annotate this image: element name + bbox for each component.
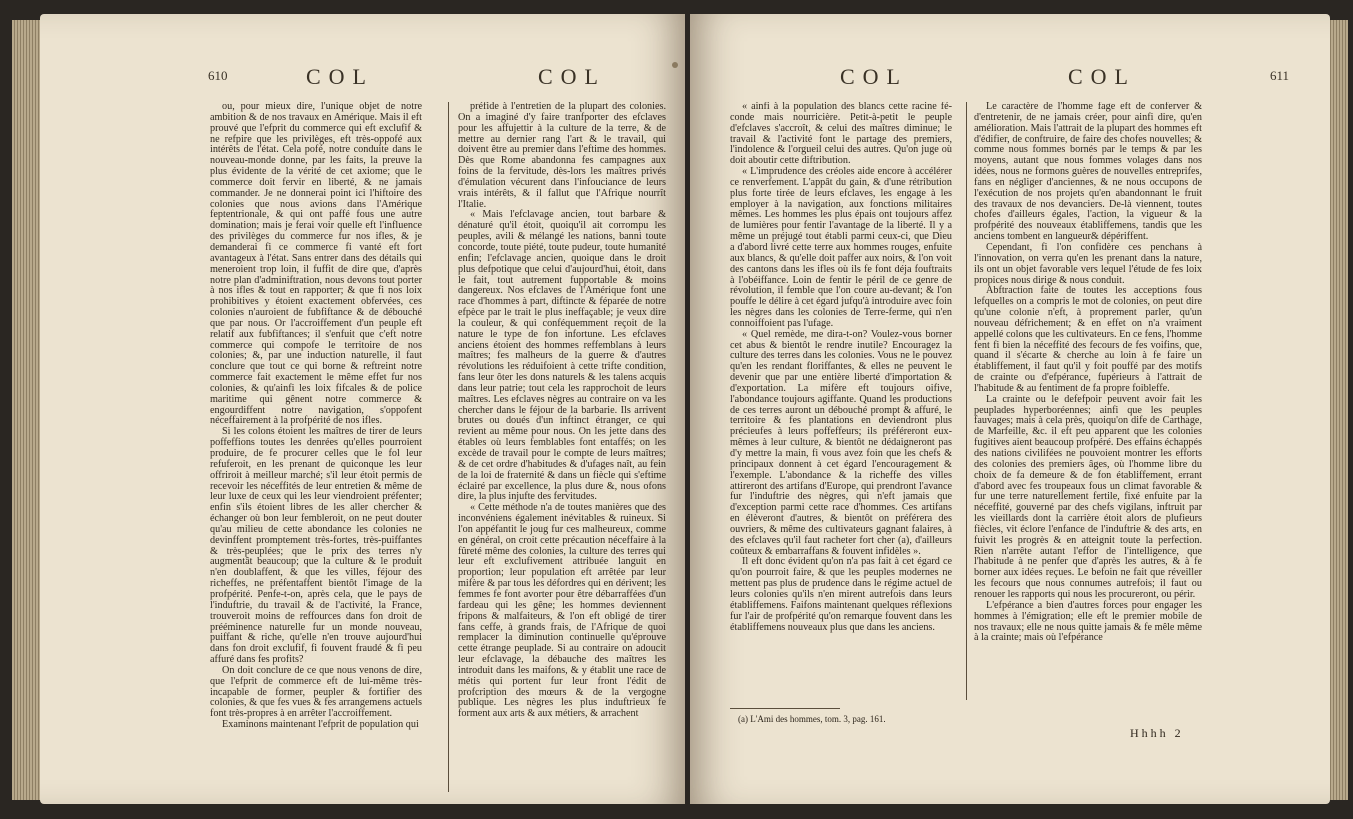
paragraph: « Quel remède, me dira-t-on? Voulez-vous borner cet abus & bientôt le rendre inutile? Encouragez la culture des terres dans les colonies. Vous ne le pouvez qu'en les rendant floriffantes, & elles ne peuvent le devenir que par une entière liberté d'importation & d'exportation. La mifère eft toujours oifive, l'abondance toujours agiffante. Quand les productions de ces terres auront un débouché prompt & affuré, le territoire & fes plantations en deviendront plus précieufes à leurs poffeffeurs; ils préféreront eux-mêmes à leur culture, & bientôt ne dédaigneront pas d'y mettre la main, fi vous avez foin que les chefs & principaux donnent à cet égard l'encouragement & l'exemple. L'abondance & la richeffe des villes attireront des artifans d'Europe, qui prendront l'avance fur l'induftrie des nègres, qui n'eft jamais que d'exception parmi cette race d'hommes. Ces artifans en élèveront d'autres, & bientôt on préférera des ouvriers, & même des cultivateurs gagnant falaires, à des efclaves qu'il faut racheter fort cher (a), d'ailleurs coûteux & embarraffans & fouvent infidèles ». (730, 328, 952, 557)
binding-mark (672, 62, 678, 68)
running-header-left: COL (306, 64, 374, 89)
paragraph: Examinons maintenant l'efprit de population qui (222, 719, 419, 731)
running-header-right: COL (1068, 64, 1136, 89)
running-header-left: COL (840, 64, 908, 89)
column-divider (448, 102, 449, 792)
paragraph: « Mais l'efclavage ancien, tout barbare & dénaturé qu'il étoit, quoiqu'il ait corrompu les peuples, avili & mélangé les nations, banni toute concorde, toute piété, toute pudeur, toute humanité enfin; l'efclavage ancien, quoique dans le droit plus defpotique que celui d'aujourd'hui, étoit, dans le fait, tout autrement fupportable & moins dangereux. Nos efclaves de l'Amérique font une race d'hommes à part, diftincte & féparée de notre efpèce par le trait le plus ineffaçable; je veux dire la couleur, & qui conféquemment reçoit de la nature le type de fon infortune. Les efclaves anciens étoient des hommes reffemblans à leurs maîtres; fes malheurs de la guerre & d'autres révolutions les réduifoient à cette trifte condition, fans leur ôter les dons naturels & les talens acquis dans leur patrie; tout cela les rapprochoit de leurs maîtres. Les efclaves nègres au contraire on va les chercher dans le féjour de la barbarie. Ils arrivent brutes ou doués d'un inftinct étranger, ce qui revient au même pour nous. On les jette dans des étables où leurs femblables font entaffés; on les excède de travail pour le compte de leurs maîtres; & de cet ordre d'habitudes & d'ufages naît, au fein de la loi de fraternité & dans un fiècle qui s'eftime éclairé par excellence, la plus dure &, nous ofons dire, la plus injufte des fervitudes. (458, 209, 666, 503)
page-edges-right (1328, 20, 1348, 800)
paragraph: ou, pour mieux dire, l'unique objet de notre ambition & de nos travaux en Amérique. Mais il eft prouvé que l'efprit du commerce qui eft exclufif & ne refpire que les privilèges, eft très-oppofé aux intérêts de l'état. Cela pofé, notre conduite dans le nouveau-monde donne, par les faits, la preuve la plus évidente de la vérité de cet axiome; que le commerce doit fervir en liberté, & ne jamais commander. Je ne donnerai point ici l'hiftoire des colonies que nous avions dans l'Amérique feptentrionale, & qui ont paffé fous une autre domination; mais je ferai voir quelle eft l'influence des privilèges du commerce fur nos ifles, & je demanderai fi ce commerce fi vanté eft fort avantageux à l'état. Sans entrer dans des détails qui meneroient trop loin, il fuffit de dire que, d'après notre plan d'adminiftration, nous devons tout porter à nos ifles & tout en rapporter; & que fi nos loix prohibitives y étoient exactement obfervées, ces colonies n'auroient de fubfiftance & de débouché que par nous. Or l'accroiffement d'un peuple eft relatif aux fubfiftances; il s'enfuit que c'eft notre commerce qui compofe le territoire de nos colonies; &, par une induction naturelle, il faut conclure que tout ce qui borne & reftreint notre commerce fait exactement le même effet fur nos colonies, & qu'ainfi les loix fifcales & de police maritime qui gênent notre commerce & engourdiffent notre navigation, s'oppofent néceffairement à la profpérité de nos ifles. (210, 102, 422, 427)
paragraph: Il eft donc évident qu'on n'a pas fait à cet égard ce qu'on pourroit faire, & que les peuples modernes ne mettent pas plus de prudence dans le régime actuel de leurs colonies qu'ils n'en mirent autrefois dans leurs établiffemens. Faifons maintenant quelques réflexions fur l'air de profpérité qu'on remarque fouvent dans les établiffemens nouveaux plus que dans les anciens. (730, 556, 952, 633)
right-page (690, 14, 1330, 804)
paragraph: Le caractère de l'homme fage eft de conferver & d'entretenir, de ne jamais créer, pour ainfi dire, qu'en amélioration. Mais l'attrait de la plupart des hommes eft d'édifier, de conftruire, de faire des chofes nouvelles; & comme nous fommes bornés par le temps & par les moyens, autant que nous fommes volages dans nos idées, nous ne formons guères de nouvelles entreprifes, fans en négliger d'anciennes, & ne nous occupons de l'exécution de nos projets qu'en abandonnant le fruit des travaux de nos devanciers. De-là viennent, toutes chofes d'ailleurs égales, l'action, la vigueur & la profpérité des nouveaux établiffemens, tandis que les anciens tombent en langueur& dépériffent. (974, 102, 1202, 243)
footnote-rule (730, 708, 840, 709)
page-number: 611 (1270, 68, 1290, 83)
paragraph: Si les colons étoient les maîtres de tirer de leurs poffeffions toutes les denrées qu'elles pourroient produire, de fe procurer celles que le fol leur refuferoit, en les prenant de quiconque les leur offriroit à meilleur marché; s'il leur étoit permis de recevoir les néceffités de leur entretien & même de leur luxe de ceux qui les leur viendroient préfenter; enfin s'ils étoient libres de les aller chercher & échanger où bon leur fembleroit, on ne peut douter qu'au milieu de cette abondance les colonies ne devinffent promptement très-fortes, très-puiffantes & très-peuplées; que le prix des terres n'y augmentât beaucoup; que la culture & le produit n'en doublaffent, & que les villes, féjour des richeffes, ne préfentaffent bientôt l'image de la profpérité. Penfe-t-on, après cela, que le pays de l'induftrie, du travail & de l'activité, la France, trouveroit moins de reffources dans fon droit de prééminence naturelle fur un monde nouveau, puiffant & riche, qu'elle n'en trouve aujourd'hui dans fon droit exclufif, fi fouvent fraudé & fi peu affuré dans fes profits? (210, 426, 422, 666)
text-column-1 (210, 102, 422, 792)
running-header-right: COL (538, 64, 606, 89)
paragraph: « L'imprudence des créoles aide encore à accélérer ce renverfement. L'appât du gain, & d'une rétribution plus forte tirée de leurs efclaves, les engage à les employer à la navigation, aux fonctions militaires mêmes. Les hommes les plus épais ont toujours affez de lumières pour fentir l'avantage de la liberté. Il y a même un préjugé tout établi parmi ceux-ci, que Dieu a d'abord livré cette terre aux hommes rouges, enfuite aux blancs, & qu'elle doit paffer aux noirs, & l'on voit des cantons dans les ifles où ils fe font déja fouftraits à l'obéiffance. Loin de fentir le péril de ce genre de révolution, il femble que l'on coure au-devant; & l'on pouffe le délire à cet égard jufqu'à introduire avec foin les nègres dans les colonies de Terre-ferme, qui n'en connoiffoient pas l'ufage. (730, 166, 952, 329)
paragraph: Cependant, fi l'on confidère ces penchans à l'innovation, on verra qu'en les prenant dans la nature, ils ont un objet favorable vers lequel l'étude de fes loix propices nous dirige & nous conduit. (974, 241, 1202, 286)
signature-mark: Hhhh 2 (1130, 726, 1184, 740)
footnote: (a) L'Ami des hommes, tom. 3, pag. 161. (738, 714, 886, 724)
text-column-2 (974, 102, 1202, 700)
paragraph: « ainfi à la population des blancs cette racine fé-conde mais nourricière. Petit-à-petit le peuple d'efclaves s'accroît, & celui des maîtres diminue; le travail & l'activité font le partage des premiers, l'indolence & l'orgueil celui des autres. Qu'on juge où doit aboutir cette diftribution. (730, 102, 952, 167)
column-divider (966, 102, 967, 700)
paragraph: Abftraction faite de toutes les acceptions fous lefquelles on a compris le mot de colonies, on peut dire qu'une colonie n'eft, à proprement parler, qu'un nouveau défrichement; & en effet on n'a vraiment appellé colons que les cultivateurs. En ce fens, l'homme fent fi bien la néceffité des fecours de fes voifins, que, quand il s'écarte & cherche au loin à fe faire un établiffement, il faut qu'il y foit pouffé par des motifs de crainte ou d'efpérance, fupérieurs à l'attrait de l'habitude & au fentiment de fa propre foibleffe. (974, 285, 1202, 394)
paragraph: La crainte ou le defefpoir peuvent avoir fait les peuplades hyperboréennes; ainfi que les peuples fauvages; mais à cela près, quoiqu'on dife de Carthage, de Marfeille, &c. il eft peu apparent que les colonies fugitives aient beaucoup profpéré. Des effains échappés des nations civilifées ne pouvoient montrer les efforts des colonies des premiers âges, où l'homme libre du choix de fa demeure & de fon établiffement, errant d'abord avec fes troupeaux fous un climat favorable & fur une terre naturellement fertile, fixé enfuite par la néceffité, gouverné par des chefs vigilans, inftruit par les vieillards dont la carrière étoit alors de plufieurs fiècles, vit éclore l'enfance de l'induftrie & des arts, en fuivit les progrès & en atteignit toute la perfection. Rien n'arrête autant l'effor de l'intelligence, que l'habitude à ne penfer que d'après les autres, & à fe borner aux idées reçues. Le befoin ne fait que réveiller les fecours que nous connumes autrefois; il faut ou renouer les rapports qui nous les procureront, ou périr. (974, 393, 1202, 600)
paragraph: On doit conclure de ce que nous venons de dire, que l'efprit de commerce eft de lui-même très-incapable de former, peupler & fortifier des colonies, & que fes vues & fes arrangemens actuels font très-propres à en arrêter l'accroiffement. (210, 664, 422, 720)
left-page (40, 14, 685, 804)
page-edges-left (12, 20, 42, 800)
paragraph: préfide à l'entretien de la plupart des colonies. On a imaginé d'y faire tranfporter des efclaves pour les affujettir à la culture de la terre, & de mettre au dernier rang l'art & le travail, qui doivent être au premier dans l'eftime des hommes. Dès que Rome abandonna fes campagnes aux foins de la fervitude, dès-lors les maîtres privés d'émulation vécurent dans l'infouciance de leurs vrais intérêts, & il fallut que l'Afrique nourrît l'Italie. (458, 102, 666, 210)
paragraph: « Cette méthode n'a de toutes manières que des inconvéniens également inévitables & ruineux. Si l'on appéfantit le joug fur ces malheureux, comme en général, on croit cette précaution néceffaire à la fûreté même des colonies, la culture des terres qui leur eft exclufivement attribuée languit en proportion; leur population eft arrêtée par leur mifère & par tous les défordres qui en dérivent; les femmes fe font avorter pour être débarraffées d'un fardeau qui les gêne; les hommes deviennent fripons & malfaiteurs, & l'on eft obligé de tirer fans ceffe, à grands frais, de l'Afrique de quoi remplacer la diminution continuelle qu'éprouve cette étrange peuplade. Si au contraire on adoucit leur efclavage, la débauche des maîtres les introduit dans les maifons, & y établit une race de métis qui portent fur leur front l'édit de profcription des mœurs & de la vergogne publique. Les nègres les plus induftrieux fe forment aux arts & aux métiers, & arrachent (458, 502, 666, 720)
paragraph: L'efpérance a bien d'autres forces pour engager les hommes à l'émigration; elle eft le premier mobile de nos travaux; elle ne nous quitte jamais & fe mêle même à la crainte; mais où l'efpérance (974, 599, 1202, 644)
text-column-2 (458, 102, 666, 792)
page-number: 610 (208, 68, 228, 83)
text-column-1 (730, 102, 952, 700)
